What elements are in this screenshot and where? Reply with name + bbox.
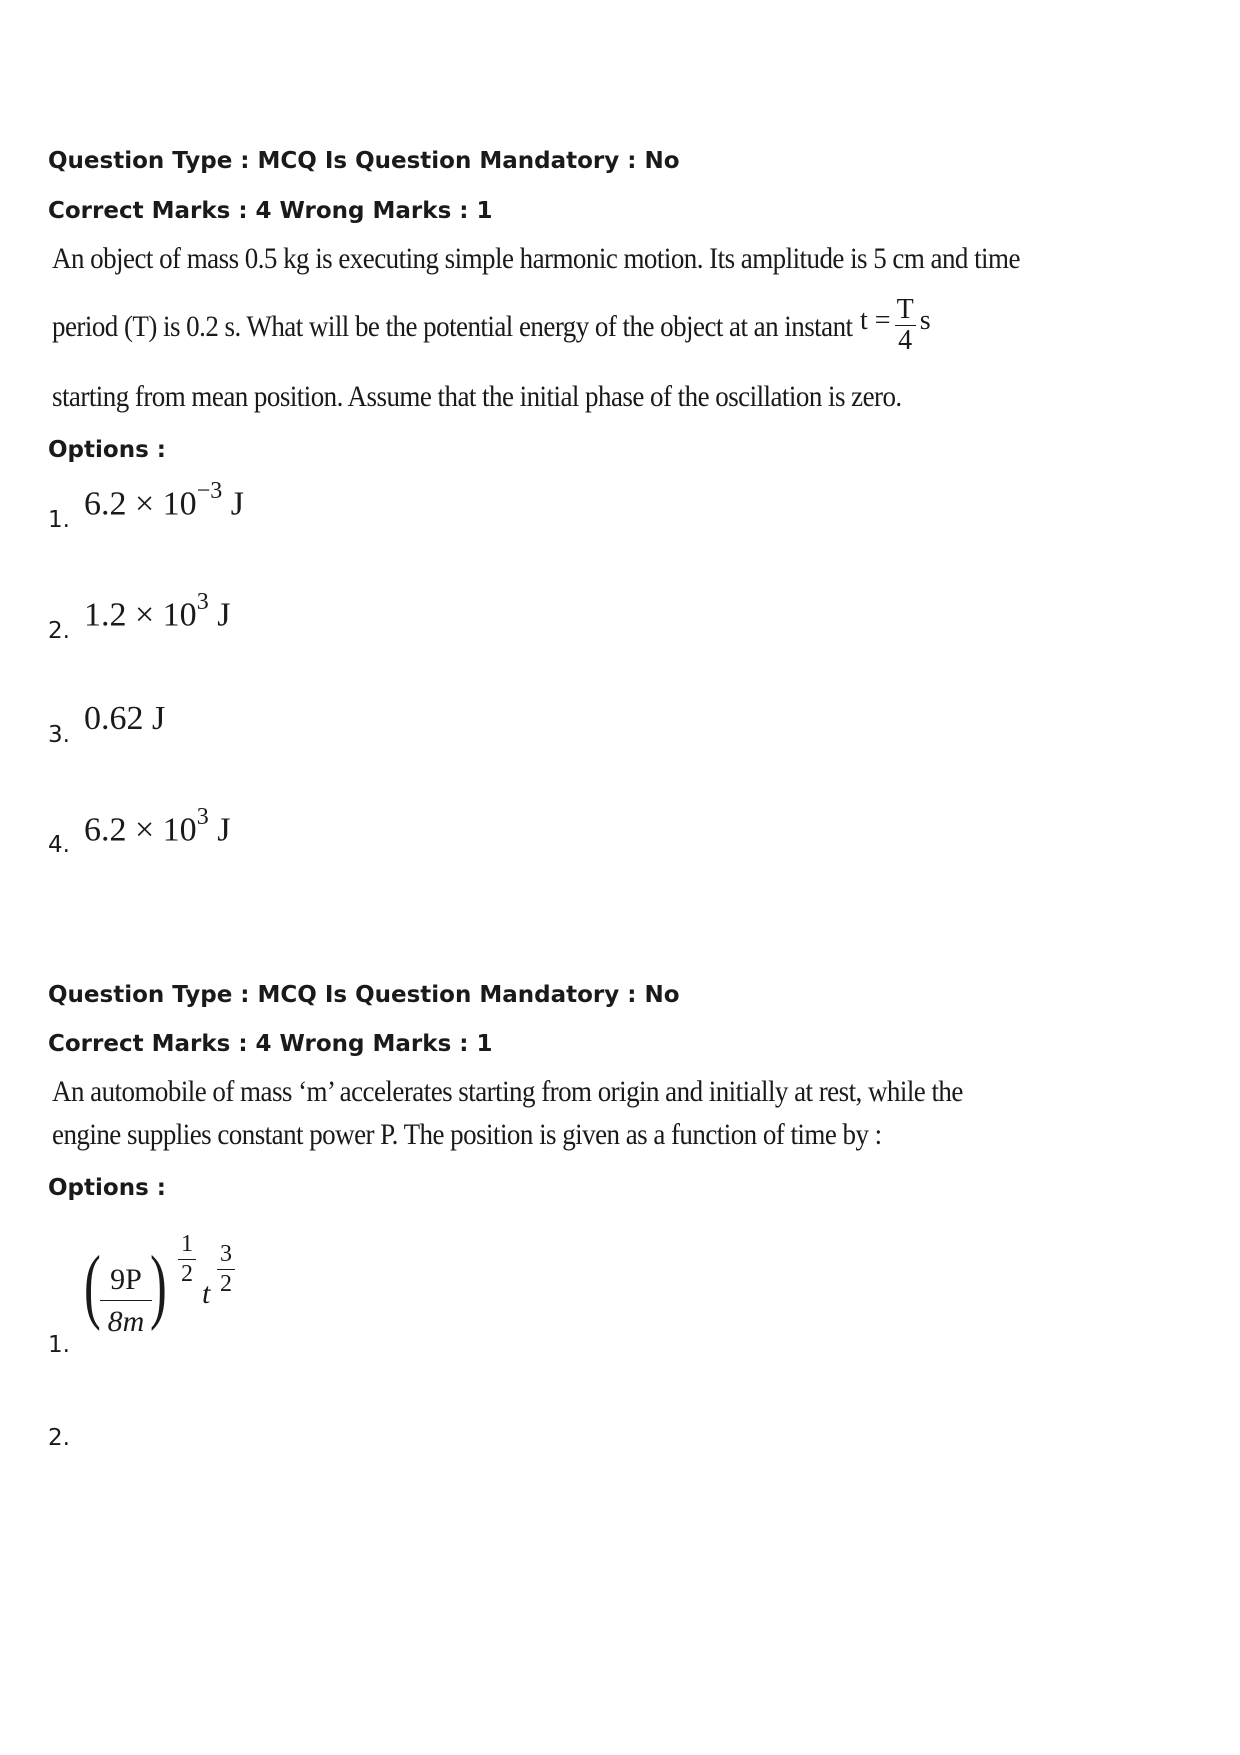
q1-option-1-value[interactable] bbox=[84, 478, 244, 523]
fraction-bar bbox=[100, 1300, 152, 1301]
q1-option-4-number: 4. bbox=[48, 832, 70, 858]
outer-exp-bar bbox=[178, 1259, 196, 1260]
q2-opt1-t-exp-num: 3 bbox=[220, 1241, 232, 1267]
q1-eq-den: 4 bbox=[898, 325, 913, 356]
q1-option-3-mantissa: 0.62 J bbox=[84, 700, 166, 737]
q2-option-1-number: 1. bbox=[48, 1332, 70, 1358]
q2-options-label: Options : bbox=[48, 1175, 166, 1201]
t-exp-bar bbox=[217, 1269, 235, 1270]
q1-marks-line: Correct Marks : 4 Wrong Marks : 1 bbox=[48, 198, 493, 224]
q1-option-3-number: 3. bbox=[48, 722, 70, 748]
q1-text-line2-content: period (T) is 0.2 s. What will be the potential energy of the object at an instant bbox=[52, 310, 853, 343]
q1-option-4-exponent: 3 bbox=[196, 804, 209, 830]
q1-eq-fraction bbox=[895, 295, 916, 356]
q2-opt1-outer-exp-num: 1 bbox=[181, 1231, 193, 1257]
q1-option-1-number: 1. bbox=[48, 507, 70, 533]
q1-time-equation bbox=[860, 295, 931, 356]
q1-eq-lhs: t = bbox=[860, 305, 891, 337]
q1-text-line2 bbox=[52, 310, 853, 344]
q1-option-2-mantissa: 1.2 × 10 bbox=[84, 596, 197, 634]
q2-opt1-outer-exp-den: 2 bbox=[181, 1261, 193, 1287]
q1-option-1-unit: J bbox=[222, 485, 244, 523]
q1-option-2-exponent: 3 bbox=[196, 589, 209, 615]
q1-option-2-unit: J bbox=[208, 596, 231, 634]
q1-option-4-value[interactable] bbox=[84, 804, 231, 849]
q2-marks-line: Correct Marks : 4 Wrong Marks : 1 bbox=[48, 1031, 493, 1057]
q2-opt1-t-exp-den: 2 bbox=[220, 1271, 232, 1297]
left-paren: ( bbox=[84, 1239, 101, 1332]
q1-option-4-unit: J bbox=[208, 811, 231, 849]
q2-type-line: Question Type : MCQ Is Question Mandatory : No bbox=[48, 982, 680, 1008]
q1-text-line3: starting from mean position. Assume that the initial phase of the oscillation is zero. bbox=[52, 380, 902, 413]
q1-option-4-mantissa: 6.2 × 10 bbox=[84, 811, 197, 849]
q1-type-line: Question Type : MCQ Is Question Mandatory : No bbox=[48, 148, 680, 174]
q1-text-line1: An object of mass 0.5 kg is executing simple harmonic motion. Its amplitude is 5 cm and time bbox=[52, 242, 1020, 275]
right-paren: ) bbox=[150, 1239, 167, 1332]
q2-option-1-formula[interactable] bbox=[84, 1228, 264, 1358]
q1-option-1-mantissa: 6.2 × 10 bbox=[84, 485, 197, 523]
q1-option-3-value[interactable] bbox=[84, 700, 165, 738]
q2-text-line2: engine supplies constant power P. The position is given as a function of time by : bbox=[52, 1118, 882, 1151]
q1-options-label: Options : bbox=[48, 437, 166, 463]
q1-option-2-value[interactable] bbox=[84, 589, 231, 634]
q1-eq-unit: s bbox=[919, 305, 931, 337]
q2-opt1-frac-den: 8m bbox=[107, 1305, 145, 1338]
q1-option-1-exponent: −3 bbox=[196, 478, 223, 504]
q2-opt1-t: t bbox=[202, 1277, 211, 1310]
q2-opt1-frac-num: 9P bbox=[110, 1263, 142, 1296]
q2-option-2-number: 2. bbox=[48, 1425, 70, 1451]
q1-eq-num: T bbox=[896, 294, 914, 325]
q2-text-line1: An automobile of mass ‘m’ accelerates starting from origin and initially at rest, while the bbox=[52, 1075, 963, 1108]
q1-option-2-number: 2. bbox=[48, 618, 70, 644]
